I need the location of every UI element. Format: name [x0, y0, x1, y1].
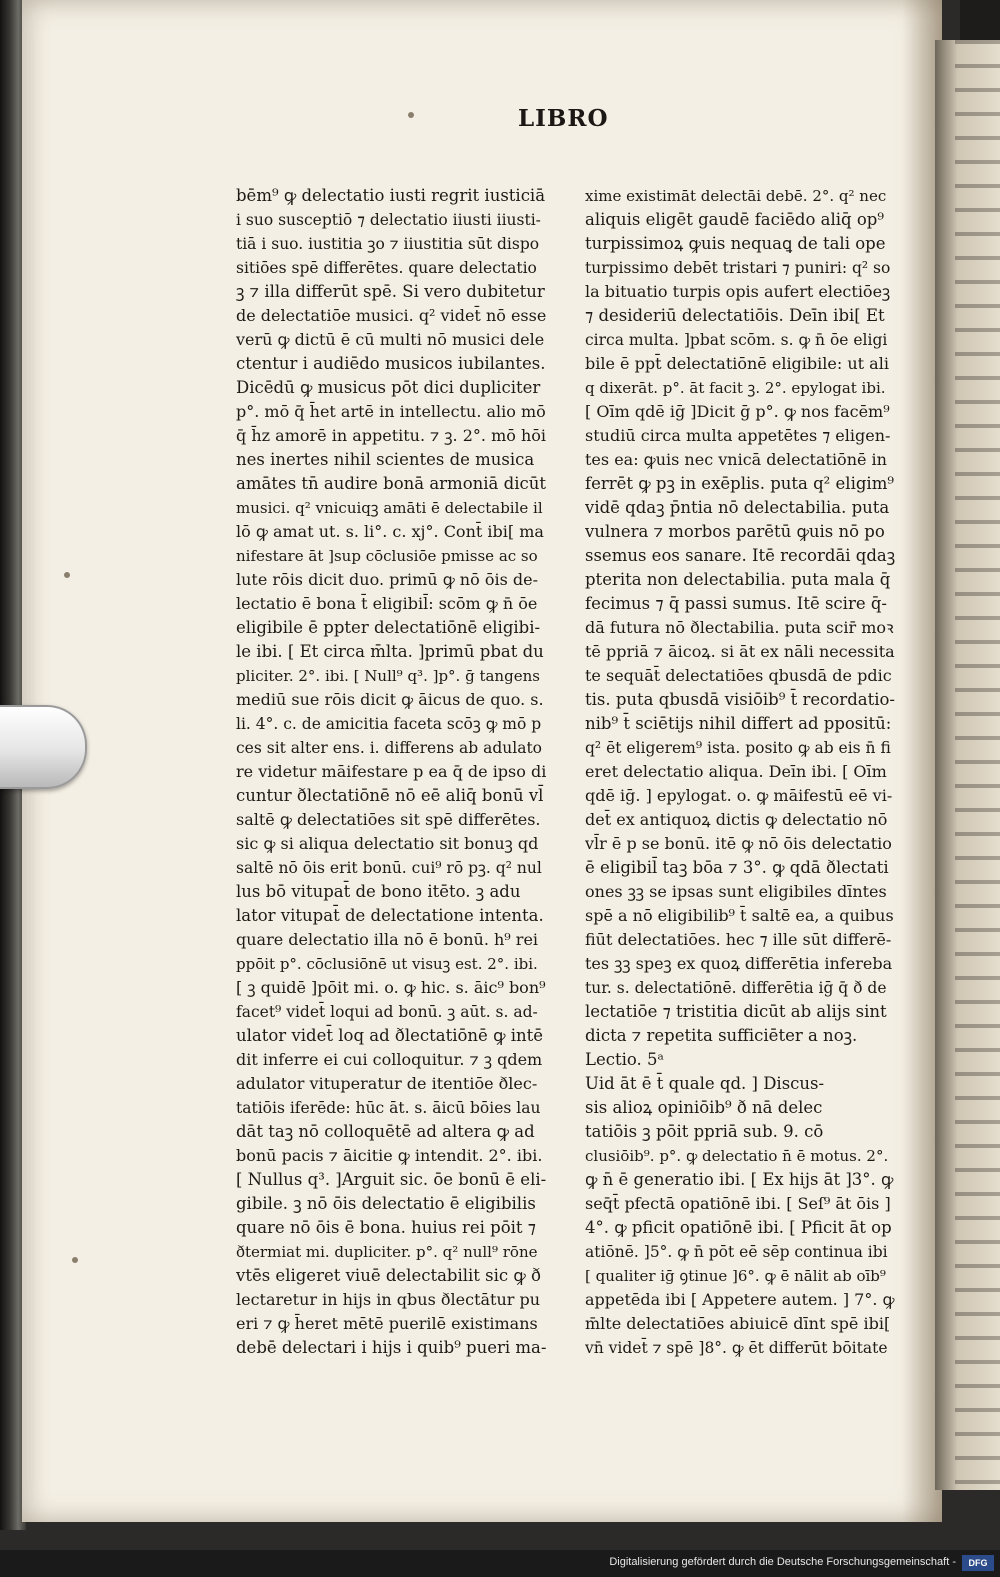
text-line: lectaretur in hijs in qbus ðlectātur pu — [236, 1290, 541, 1309]
text-line: p°. mō q̄ h̄et artē in intellectu. alio mō — [236, 402, 546, 421]
text-line: 4°. ꝙ pficit opatiōnē ibi. [ Pficit āt op — [585, 1218, 892, 1237]
text-line: ones ꝫꝫ se ipsas sunt eligibiles dīntes — [585, 882, 887, 901]
text-line: te sequāt̄ delectatiōes qbusdā de pdic — [585, 666, 892, 685]
text-line: pterita non delectabilia. puta mala q̄ — [585, 570, 891, 589]
text-line: ctentur i audiēdo musicos iubilantes. — [236, 354, 546, 373]
text-line: de delectatiōe musici. q² videt̄ nō esse — [236, 306, 546, 325]
page-speck — [408, 112, 414, 118]
text-line: sitiōes spē differētes. quare delectatio — [236, 259, 537, 277]
text-line: ferrēt ꝙ pꝫ in exēplis. puta q² eligim⁹ — [585, 474, 894, 493]
text-line: ppōit p°. cōclusiōnē ut visuꝫ est. 2°. ibi. — [236, 955, 538, 973]
text-line: debē delectari i hijs i quib⁹ pueri ma- — [236, 1338, 546, 1357]
page-speck — [72, 1257, 78, 1263]
text-line: dāt taꝫ nō colloquētē ad altera ꝙ ad — [236, 1122, 535, 1141]
text-line: Dicēdū ꝙ musicus pōt dici dupliciter — [236, 378, 541, 397]
text-line: seq̄t̄ pfectā opatiōnē ibi. [ Seſ⁹ āt ōis ] — [585, 1194, 891, 1213]
text-line: vn̄ videt̄ ⁊ spē ]8°. ꝙ ēt differūt bōitate — [585, 1339, 888, 1357]
text-line: studiū circa multa appetētes ⁊ eligen- — [585, 426, 891, 445]
text-line: saltē nō ōis erit bonū. cui⁹ rō pꝫ. q² nul — [236, 859, 542, 877]
text-line: tur. s. delectatiōnē. differētia iḡ q̄ ð de — [585, 979, 887, 997]
text-line: adulator vituperatur de itentiōe ðlec- — [236, 1074, 538, 1093]
page-speck — [64, 572, 70, 578]
text-line: tes ꝫꝫ speꝫ ex quoꝝ differētia infereba — [585, 954, 893, 973]
text-line: qdē iḡ. ] epylogat. o. ꝙ māifestū eē vi- — [585, 786, 893, 805]
text-line: dicta ⁊ repetita sufficiēter a noꝫ. — [585, 1026, 858, 1045]
facing-page-edge — [935, 40, 1000, 1490]
text-line: sic ꝙ si aliqua delectatio sit bonuꝫ qd — [236, 834, 539, 853]
text-line: nifestare āt ]sup cōclusiōe pmisse ac so — [236, 547, 538, 565]
text-line: lus bō vitupat̄ de bono itēto. ꝫ adu — [236, 882, 521, 901]
text-line: bonū pacis ⁊ āicitie ꝙ intendit. 2°. ibi. — [236, 1146, 543, 1165]
text-line: ꝙ n̄ ē generatio ibi. [ Ex hijs āt ]3°. ꝙ — [585, 1170, 894, 1189]
text-line: tis. puta qbusdā visiōib⁹ t̄ recordatio- — [585, 690, 895, 709]
text-line: gibile. ꝫ nō ōis delectatio ē eligibilis — [236, 1194, 536, 1213]
text-line: clusiōib⁹. p°. ꝙ delectatio n̄ ē motus. 2°. — [585, 1147, 889, 1165]
text-line: tatiōis ꝫ pōit ppriā sub. 9. cō — [585, 1122, 824, 1141]
page-clip — [0, 705, 87, 789]
text-line: mediū sue rōis dicit ꝙ āicus de quo. s. — [236, 690, 544, 709]
text-line: quare nō ōis ē bona. huius rei pōit ⁊ — [236, 1218, 537, 1237]
text-column-left — [236, 184, 546, 1360]
text-line: turpissimoꝝ ꝙuis nequaꝗ de tali ope — [585, 234, 886, 253]
text-line: lectatio ē bona t̄ eligibil̄: scōm ꝙ n̄ ōe — [236, 594, 538, 613]
text-line: vidē qdaꝫ p̄ntia nō delectabilia. puta — [585, 498, 890, 517]
text-line: [ Nullus q³. ]Arguit sic. ōe bonū ē eli- — [236, 1170, 546, 1189]
dfg-logo: DFG — [962, 1555, 994, 1571]
text-line: tē ppriā ⁊ āicoꝝ. si āt ex nāli necessita — [585, 642, 895, 661]
text-line: [ ꝫ quidē ]pōit mi. o. ꝙ hic. s. āic⁹ bon⁹ — [236, 978, 546, 997]
text-line: lute rōis dicit duo. primū ꝙ nō ōis de- — [236, 570, 538, 589]
text-line: saltē ꝙ delectatiōes sit spē differētes. — [236, 810, 541, 829]
text-line: fiūt delectatiōes. hec ⁊ ille sūt differē- — [585, 930, 892, 949]
text-line: ulator videt̄ loq ad ðlectatiōnē ꝙ intē — [236, 1026, 543, 1045]
text-line: bile ē ppt̄ delectatiōnē eligibile: ut ali — [585, 354, 889, 373]
text-line: ssemus eos sanare. Itē recordāi qdaꝫ — [585, 546, 895, 565]
text-line: nes inertes nihil scientes de musica — [236, 450, 535, 469]
text-line: facet⁹ videt̄ loqui ad bonū. ꝫ aūt. s. ad- — [236, 1003, 538, 1021]
text-line: xime existimāt delectāi debē. 2°. q² nec — [585, 187, 887, 205]
text-line: i suo susceptiō ⁊ delectatio iiusti iiusti- — [236, 211, 541, 229]
text-line: lator vitupat̄ de delectatione intenta. — [236, 906, 544, 925]
text-line: atiōnē. ]5°. ꝙ n̄ pōt eē sēp continua ibi — [585, 1243, 888, 1261]
text-line: verū ꝙ dictū ē cū multi nō musici dele — [236, 330, 545, 349]
text-line: li. 4°. c. de amicitia faceta scōꝫ ꝙ mō p — [236, 715, 542, 733]
text-line: vtēs eligeret viuē delectabilit sic ꝙ ð — [236, 1266, 541, 1285]
text-line: dā futura nō ðlectabilia. puta scir̄ moꝛ — [585, 618, 894, 637]
text-line: la bituatio turpis opis aufert electiōeꝫ — [585, 282, 891, 301]
text-line: lō ꝙ amat ut. s. li°. c. xj°. Cont̄ ibi[ ma — [236, 522, 544, 541]
text-line: eret delectatio aliqua. Deīn ibi. [ Oīm — [585, 762, 887, 781]
running-head: LIBRO — [518, 105, 609, 132]
text-line: tatiōis iferēde: hūc āt. s. āicū bōies lau — [236, 1099, 541, 1117]
text-line: aliquis eligēt gaudē faciēdo aliq̄ op⁹ — [585, 210, 884, 229]
text-line: spē a nō eligibilib⁹ t̄ saltē ea, a quibus — [585, 906, 894, 925]
text-line: ꝫ ⁊ illa differūt spē. Si vero dubitetur — [236, 282, 545, 301]
text-line: eri ⁊ ꝙ h̄eret mētē puerilē existimans — [236, 1314, 538, 1333]
text-line: fecimus ⁊ q̄ passi sumus. Itē scire q̄- — [585, 594, 887, 613]
text-line: Lectio. 5ᵃ — [585, 1050, 664, 1069]
funding-credit: Digitalisierung gefördert durch die Deutsche Forschungsgemeinschaft - — [609, 1556, 956, 1568]
text-line: circa multa. ]pbat scōm. s. ꝙ n̄ ōe eligi — [585, 331, 888, 349]
text-line: m̄lte delectatiōes abiuicē dīnt spē ibi[ — [585, 1314, 891, 1333]
text-line: det̄ ex antiquoꝝ dictis ꝙ delectatio nō — [585, 810, 888, 829]
text-line: ē eligibil̄ taꝫ bōa ⁊ 3°. ꝙ qdā ðlectati — [585, 858, 889, 877]
text-line: ⁊ desideriū delectatiōis. Deīn ibi[ Et — [585, 306, 885, 325]
text-line: q² ēt eligerem⁹ ista. posito ꝙ ab eis n̄ fi — [585, 739, 891, 757]
text-line: q dixerāt. p°. āt facit ꝫ. 2°. epylogat ibi. — [585, 379, 886, 397]
text-line: pliciter. 2°. ibi. [ Null⁹ q³. ]p°. ḡ tangens — [236, 667, 540, 685]
facing-page-text-bleed — [955, 40, 1000, 1490]
text-line: appetēda ibi [ Appetere autem. ] 7°. ꝙ — [585, 1290, 895, 1309]
text-line: sis alioꝝ opiniōib⁹ ð nā delec — [585, 1098, 823, 1117]
text-line: musici. q² vnicuiqꝫ amāti ē delectabile il — [236, 499, 543, 517]
text-column-right — [585, 184, 895, 1360]
text-line: le ibi. [ Et circa m̄lta. ]primū pbat du — [236, 642, 544, 661]
text-line: cuntur ðlectatiōnē nō eē aliq̄ bonū vl̄ — [236, 786, 544, 805]
text-line: vl̄r ē p se bonū. itē ꝙ nō ōis delectatio — [585, 834, 892, 853]
text-line: quare delectatio illa nō ē bonū. h⁹ rei — [236, 930, 539, 949]
text-line: ðtermiat mi. dupliciter. p°. q² null⁹ rōne — [236, 1243, 538, 1261]
text-line: tes ea: ꝙuis nec vnicā delectatiōnē in — [585, 450, 887, 469]
footer-bar — [0, 1550, 1000, 1577]
text-line: amātes tn̄ audire bonā armoniā dicūt — [236, 474, 546, 493]
text-line: [ Oīm qdē iḡ ]Dicit ḡ p°. ꝙ nos facēm⁹ — [585, 402, 890, 421]
text-line: re videtur māifestare p ea q̄ de ipso di — [236, 762, 546, 781]
text-line: q̄ h̄z amorē in appetitu. ⁊ ꝫ. 2°. mō hōi — [236, 426, 546, 445]
text-line: nib⁹ t̄ sciētijs nihil differt ad ppositū: — [585, 714, 892, 733]
text-line: turpissimo debēt tristari ⁊ puniri: q² so — [585, 259, 891, 277]
text-line: bēm⁹ ꝙ delectatio iusti regrit iusticiā — [236, 186, 546, 205]
text-line: eligibile ē ppter delectatiōnē eligibi- — [236, 618, 541, 637]
text-line: Uid āt ē t̄ quale qd. ] Discus- — [585, 1074, 825, 1093]
text-line: tiā i suo. iustitia ꝫo ⁊ iiustitia sūt dispo — [236, 235, 540, 253]
text-line: ces sit alter ens. i. differens ab adulato — [236, 739, 543, 757]
text-line: vulnera ⁊ morbos parētū ꝙuis nō po — [585, 522, 885, 541]
text-line: dit inferre ei cui colloquitur. ⁊ ꝫ qdem — [236, 1050, 543, 1069]
book-corner — [960, 0, 1000, 40]
text-line: lectatiōe ⁊ tristitia dicūt ab alijs sint — [585, 1002, 887, 1021]
text-line: [ qualiter iḡ ꝯtinue ]6°. ꝙ ē nālit ab oīb⁹ — [585, 1267, 886, 1285]
